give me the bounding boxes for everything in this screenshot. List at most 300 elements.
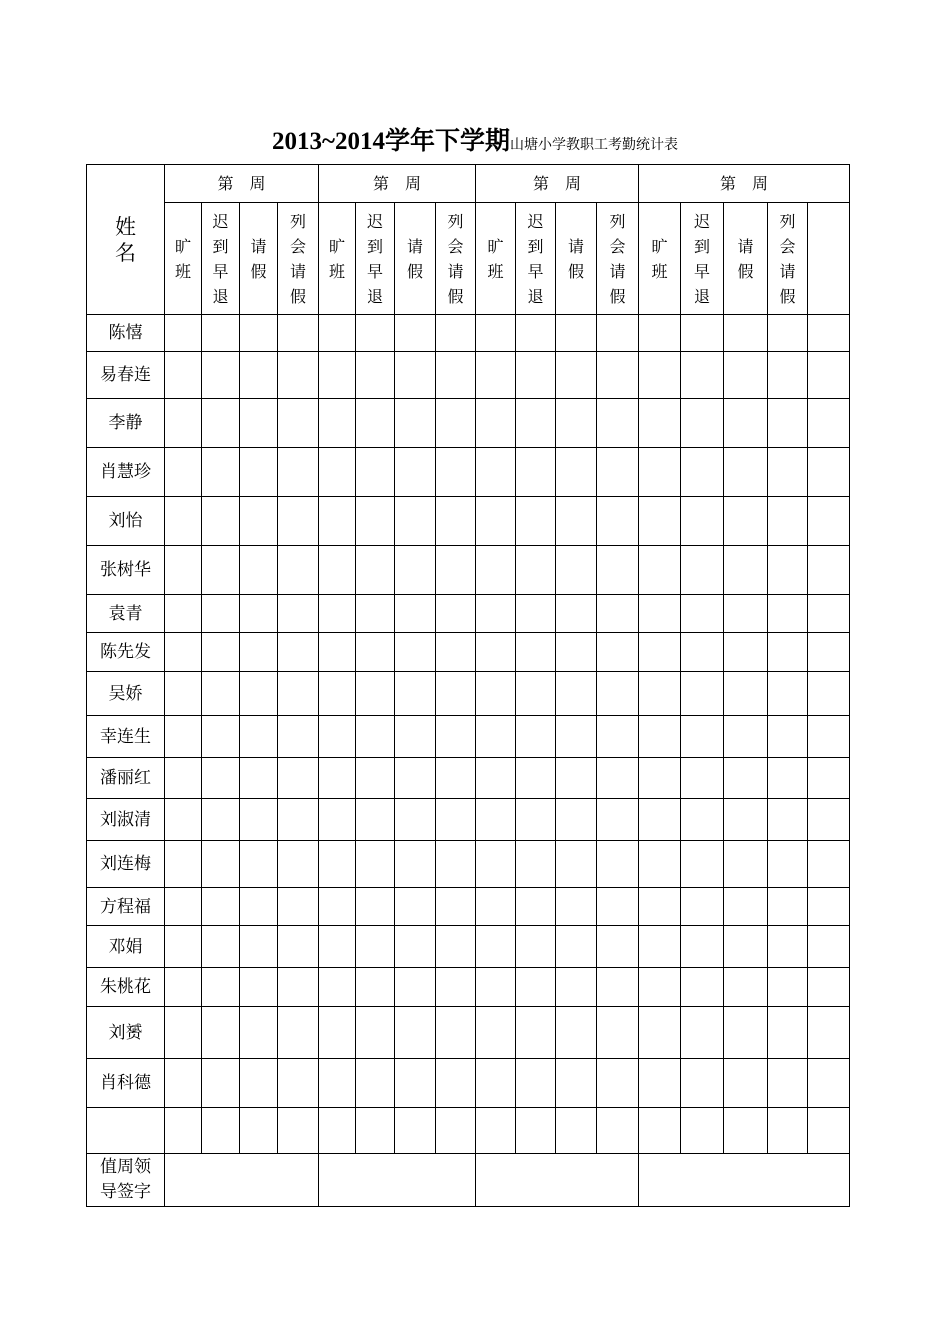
attendance-cell[interactable] [436, 633, 476, 672]
attendance-cell[interactable] [681, 926, 724, 968]
attendance-cell[interactable] [556, 633, 597, 672]
attendance-cell[interactable] [165, 546, 202, 595]
attendance-cell[interactable] [202, 595, 240, 633]
attendance-cell[interactable] [768, 716, 808, 758]
attendance-cell[interactable] [808, 672, 850, 716]
attendance-cell[interactable] [395, 315, 436, 352]
attendance-cell[interactable] [165, 352, 202, 399]
attendance-cell[interactable] [356, 888, 395, 926]
attendance-cell[interactable] [597, 595, 639, 633]
attendance-cell[interactable] [202, 968, 240, 1007]
attendance-cell[interactable] [556, 758, 597, 799]
attendance-cell[interactable] [165, 968, 202, 1007]
attendance-cell[interactable] [165, 399, 202, 448]
attendance-cell[interactable] [319, 968, 356, 1007]
attendance-cell[interactable] [395, 497, 436, 546]
signature-cell-week-1[interactable] [165, 1154, 319, 1207]
attendance-cell[interactable] [356, 841, 395, 888]
attendance-cell[interactable] [278, 799, 319, 841]
attendance-cell[interactable] [556, 315, 597, 352]
attendance-cell[interactable] [278, 968, 319, 1007]
attendance-cell[interactable] [768, 672, 808, 716]
attendance-cell[interactable] [476, 672, 516, 716]
attendance-cell[interactable] [319, 595, 356, 633]
attendance-cell[interactable] [516, 888, 556, 926]
attendance-cell[interactable] [240, 352, 278, 399]
attendance-cell[interactable] [556, 1108, 597, 1154]
attendance-cell[interactable] [395, 595, 436, 633]
attendance-cell[interactable] [165, 448, 202, 497]
attendance-cell[interactable] [768, 497, 808, 546]
attendance-cell[interactable] [808, 1007, 850, 1059]
attendance-cell[interactable] [202, 1108, 240, 1154]
attendance-cell[interactable] [240, 1108, 278, 1154]
attendance-cell[interactable] [476, 799, 516, 841]
attendance-cell[interactable] [278, 672, 319, 716]
attendance-cell[interactable] [165, 1007, 202, 1059]
attendance-cell[interactable] [356, 595, 395, 633]
attendance-cell[interactable] [202, 1007, 240, 1059]
attendance-cell[interactable] [165, 315, 202, 352]
attendance-cell[interactable] [476, 315, 516, 352]
attendance-cell[interactable] [395, 716, 436, 758]
attendance-cell[interactable] [724, 633, 768, 672]
attendance-cell[interactable] [240, 716, 278, 758]
attendance-cell[interactable] [768, 758, 808, 799]
attendance-cell[interactable] [165, 595, 202, 633]
attendance-cell[interactable] [356, 799, 395, 841]
attendance-cell[interactable] [436, 1059, 476, 1108]
attendance-cell[interactable] [436, 399, 476, 448]
attendance-cell[interactable] [436, 926, 476, 968]
attendance-cell[interactable] [356, 968, 395, 1007]
attendance-cell[interactable] [516, 758, 556, 799]
attendance-cell[interactable] [395, 926, 436, 968]
attendance-cell[interactable] [639, 633, 681, 672]
attendance-cell[interactable] [516, 926, 556, 968]
attendance-cell[interactable] [768, 1059, 808, 1108]
attendance-cell[interactable] [436, 841, 476, 888]
attendance-cell[interactable] [768, 968, 808, 1007]
attendance-cell[interactable] [808, 315, 850, 352]
attendance-cell[interactable] [597, 926, 639, 968]
attendance-cell[interactable] [556, 595, 597, 633]
attendance-cell[interactable] [278, 926, 319, 968]
attendance-cell[interactable] [768, 546, 808, 595]
attendance-cell[interactable] [681, 315, 724, 352]
attendance-cell[interactable] [681, 888, 724, 926]
attendance-cell[interactable] [597, 716, 639, 758]
attendance-cell[interactable] [476, 1059, 516, 1108]
attendance-cell[interactable] [768, 448, 808, 497]
attendance-cell[interactable] [436, 546, 476, 595]
attendance-cell[interactable] [768, 888, 808, 926]
attendance-cell[interactable] [639, 546, 681, 595]
attendance-cell[interactable] [395, 841, 436, 888]
attendance-cell[interactable] [165, 888, 202, 926]
attendance-cell[interactable] [202, 633, 240, 672]
attendance-cell[interactable] [768, 841, 808, 888]
attendance-cell[interactable] [395, 968, 436, 1007]
attendance-cell[interactable] [516, 1007, 556, 1059]
attendance-cell[interactable] [597, 633, 639, 672]
attendance-cell[interactable] [319, 546, 356, 595]
attendance-cell[interactable] [278, 448, 319, 497]
attendance-cell[interactable] [724, 888, 768, 926]
attendance-cell[interactable] [556, 352, 597, 399]
attendance-cell[interactable] [476, 1108, 516, 1154]
attendance-cell[interactable] [681, 1059, 724, 1108]
attendance-cell[interactable] [202, 841, 240, 888]
attendance-cell[interactable] [240, 546, 278, 595]
attendance-cell[interactable] [278, 399, 319, 448]
attendance-cell[interactable] [516, 1059, 556, 1108]
attendance-cell[interactable] [278, 315, 319, 352]
attendance-cell[interactable] [319, 1059, 356, 1108]
attendance-cell[interactable] [202, 1059, 240, 1108]
attendance-cell[interactable] [278, 352, 319, 399]
attendance-cell[interactable] [724, 497, 768, 546]
attendance-cell[interactable] [278, 497, 319, 546]
attendance-cell[interactable] [639, 497, 681, 546]
attendance-cell[interactable] [724, 399, 768, 448]
attendance-cell[interactable] [319, 352, 356, 399]
attendance-cell[interactable] [556, 799, 597, 841]
attendance-cell[interactable] [436, 758, 476, 799]
attendance-cell[interactable] [808, 546, 850, 595]
attendance-cell[interactable] [768, 399, 808, 448]
attendance-cell[interactable] [436, 968, 476, 1007]
attendance-cell[interactable] [356, 1059, 395, 1108]
attendance-cell[interactable] [639, 1059, 681, 1108]
attendance-cell[interactable] [240, 799, 278, 841]
attendance-cell[interactable] [319, 448, 356, 497]
attendance-cell[interactable] [476, 595, 516, 633]
attendance-cell[interactable] [436, 888, 476, 926]
attendance-cell[interactable] [476, 841, 516, 888]
attendance-cell[interactable] [681, 399, 724, 448]
attendance-cell[interactable] [319, 497, 356, 546]
attendance-cell[interactable] [278, 1059, 319, 1108]
attendance-cell[interactable] [278, 888, 319, 926]
attendance-cell[interactable] [356, 1108, 395, 1154]
attendance-cell[interactable] [395, 1059, 436, 1108]
attendance-cell[interactable] [516, 315, 556, 352]
attendance-cell[interactable] [724, 448, 768, 497]
attendance-cell[interactable] [395, 1108, 436, 1154]
attendance-cell[interactable] [516, 716, 556, 758]
attendance-cell[interactable] [202, 315, 240, 352]
attendance-cell[interactable] [395, 758, 436, 799]
attendance-cell[interactable] [476, 758, 516, 799]
attendance-cell[interactable] [240, 315, 278, 352]
attendance-cell[interactable] [597, 399, 639, 448]
attendance-cell[interactable] [395, 1007, 436, 1059]
attendance-cell[interactable] [165, 672, 202, 716]
attendance-cell[interactable] [436, 497, 476, 546]
attendance-cell[interactable] [476, 399, 516, 448]
attendance-cell[interactable] [356, 633, 395, 672]
attendance-cell[interactable] [356, 399, 395, 448]
attendance-cell[interactable] [681, 497, 724, 546]
attendance-cell[interactable] [436, 448, 476, 497]
attendance-cell[interactable] [724, 546, 768, 595]
attendance-cell[interactable] [639, 315, 681, 352]
attendance-cell[interactable] [639, 841, 681, 888]
attendance-cell[interactable] [681, 968, 724, 1007]
attendance-cell[interactable] [240, 888, 278, 926]
attendance-cell[interactable] [476, 352, 516, 399]
attendance-cell[interactable] [597, 841, 639, 888]
attendance-cell[interactable] [516, 497, 556, 546]
attendance-cell[interactable] [395, 633, 436, 672]
attendance-cell[interactable] [202, 352, 240, 399]
attendance-cell[interactable] [597, 1059, 639, 1108]
attendance-cell[interactable] [356, 497, 395, 546]
attendance-cell[interactable] [395, 799, 436, 841]
attendance-cell[interactable] [240, 497, 278, 546]
attendance-cell[interactable] [681, 1007, 724, 1059]
attendance-cell[interactable] [516, 595, 556, 633]
attendance-cell[interactable] [639, 352, 681, 399]
attendance-cell[interactable] [278, 633, 319, 672]
attendance-cell[interactable] [808, 595, 850, 633]
attendance-cell[interactable] [165, 633, 202, 672]
attendance-cell[interactable] [356, 448, 395, 497]
attendance-cell[interactable] [597, 968, 639, 1007]
attendance-cell[interactable] [436, 799, 476, 841]
attendance-cell[interactable] [476, 448, 516, 497]
attendance-cell[interactable] [597, 758, 639, 799]
attendance-cell[interactable] [516, 546, 556, 595]
attendance-cell[interactable] [395, 448, 436, 497]
attendance-cell[interactable] [556, 497, 597, 546]
attendance-cell[interactable] [681, 716, 724, 758]
attendance-cell[interactable] [597, 497, 639, 546]
attendance-cell[interactable] [681, 1108, 724, 1154]
attendance-cell[interactable] [681, 758, 724, 799]
attendance-cell[interactable] [724, 1007, 768, 1059]
attendance-cell[interactable] [278, 1007, 319, 1059]
attendance-cell[interactable] [395, 888, 436, 926]
attendance-cell[interactable] [724, 672, 768, 716]
attendance-cell[interactable] [808, 968, 850, 1007]
attendance-cell[interactable] [319, 315, 356, 352]
attendance-cell[interactable] [202, 926, 240, 968]
attendance-cell[interactable] [356, 315, 395, 352]
attendance-cell[interactable] [639, 595, 681, 633]
attendance-cell[interactable] [639, 799, 681, 841]
attendance-cell[interactable] [681, 633, 724, 672]
attendance-cell[interactable] [202, 546, 240, 595]
attendance-cell[interactable] [240, 758, 278, 799]
attendance-cell[interactable] [278, 1108, 319, 1154]
attendance-cell[interactable] [597, 546, 639, 595]
attendance-cell[interactable] [768, 595, 808, 633]
attendance-cell[interactable] [556, 448, 597, 497]
attendance-cell[interactable] [356, 546, 395, 595]
attendance-cell[interactable] [681, 672, 724, 716]
attendance-cell[interactable] [202, 448, 240, 497]
attendance-cell[interactable] [319, 1007, 356, 1059]
attendance-cell[interactable] [768, 352, 808, 399]
signature-cell-week-2[interactable] [319, 1154, 476, 1207]
attendance-cell[interactable] [436, 1007, 476, 1059]
attendance-cell[interactable] [240, 968, 278, 1007]
attendance-cell[interactable] [319, 758, 356, 799]
attendance-cell[interactable] [808, 448, 850, 497]
attendance-cell[interactable] [278, 546, 319, 595]
attendance-cell[interactable] [319, 799, 356, 841]
attendance-cell[interactable] [165, 497, 202, 546]
attendance-cell[interactable] [597, 352, 639, 399]
attendance-cell[interactable] [476, 497, 516, 546]
attendance-cell[interactable] [724, 968, 768, 1007]
attendance-cell[interactable] [165, 841, 202, 888]
attendance-cell[interactable] [724, 352, 768, 399]
attendance-cell[interactable] [724, 926, 768, 968]
attendance-cell[interactable] [240, 595, 278, 633]
attendance-cell[interactable] [319, 841, 356, 888]
attendance-cell[interactable] [556, 841, 597, 888]
attendance-cell[interactable] [724, 315, 768, 352]
attendance-cell[interactable] [597, 315, 639, 352]
attendance-cell[interactable] [240, 926, 278, 968]
signature-cell-week-3[interactable] [476, 1154, 639, 1207]
attendance-cell[interactable] [808, 1059, 850, 1108]
attendance-cell[interactable] [724, 799, 768, 841]
attendance-cell[interactable] [681, 546, 724, 595]
attendance-cell[interactable] [240, 1059, 278, 1108]
attendance-cell[interactable] [808, 926, 850, 968]
attendance-cell[interactable] [319, 633, 356, 672]
attendance-cell[interactable] [202, 672, 240, 716]
attendance-cell[interactable] [436, 352, 476, 399]
attendance-cell[interactable] [597, 1007, 639, 1059]
attendance-cell[interactable] [768, 799, 808, 841]
attendance-cell[interactable] [724, 841, 768, 888]
attendance-cell[interactable] [597, 672, 639, 716]
attendance-cell[interactable] [724, 1108, 768, 1154]
attendance-cell[interactable] [356, 758, 395, 799]
attendance-cell[interactable] [319, 888, 356, 926]
attendance-cell[interactable] [556, 546, 597, 595]
attendance-cell[interactable] [240, 841, 278, 888]
attendance-cell[interactable] [165, 716, 202, 758]
attendance-cell[interactable] [516, 1108, 556, 1154]
attendance-cell[interactable] [395, 546, 436, 595]
attendance-cell[interactable] [278, 716, 319, 758]
attendance-cell[interactable] [639, 758, 681, 799]
attendance-cell[interactable] [395, 399, 436, 448]
attendance-cell[interactable] [768, 926, 808, 968]
attendance-cell[interactable] [556, 1007, 597, 1059]
attendance-cell[interactable] [516, 841, 556, 888]
attendance-cell[interactable] [768, 633, 808, 672]
attendance-cell[interactable] [476, 968, 516, 1007]
attendance-cell[interactable] [597, 1108, 639, 1154]
attendance-cell[interactable] [516, 633, 556, 672]
attendance-cell[interactable] [202, 497, 240, 546]
attendance-cell[interactable] [395, 352, 436, 399]
attendance-cell[interactable] [319, 716, 356, 758]
attendance-cell[interactable] [597, 799, 639, 841]
attendance-cell[interactable] [681, 352, 724, 399]
attendance-cell[interactable] [165, 1059, 202, 1108]
attendance-cell[interactable] [681, 448, 724, 497]
attendance-cell[interactable] [597, 888, 639, 926]
attendance-cell[interactable] [436, 315, 476, 352]
attendance-cell[interactable] [516, 399, 556, 448]
attendance-cell[interactable] [319, 1108, 356, 1154]
attendance-cell[interactable] [356, 352, 395, 399]
attendance-cell[interactable] [556, 399, 597, 448]
attendance-cell[interactable] [476, 716, 516, 758]
attendance-cell[interactable] [639, 448, 681, 497]
signature-cell-week-4[interactable] [639, 1154, 850, 1207]
attendance-cell[interactable] [240, 633, 278, 672]
attendance-cell[interactable] [556, 1059, 597, 1108]
attendance-cell[interactable] [356, 716, 395, 758]
attendance-cell[interactable] [202, 399, 240, 448]
attendance-cell[interactable] [476, 926, 516, 968]
attendance-cell[interactable] [808, 633, 850, 672]
attendance-cell[interactable] [808, 716, 850, 758]
attendance-cell[interactable] [639, 888, 681, 926]
attendance-cell[interactable] [516, 799, 556, 841]
attendance-cell[interactable] [476, 1007, 516, 1059]
attendance-cell[interactable] [202, 888, 240, 926]
attendance-cell[interactable] [556, 968, 597, 1007]
attendance-cell[interactable] [808, 799, 850, 841]
attendance-cell[interactable] [556, 672, 597, 716]
attendance-cell[interactable] [202, 799, 240, 841]
attendance-cell[interactable] [278, 841, 319, 888]
attendance-cell[interactable] [808, 352, 850, 399]
attendance-cell[interactable] [436, 672, 476, 716]
attendance-cell[interactable] [808, 758, 850, 799]
attendance-cell[interactable] [808, 497, 850, 546]
attendance-cell[interactable] [639, 1007, 681, 1059]
attendance-cell[interactable] [476, 633, 516, 672]
attendance-cell[interactable] [436, 595, 476, 633]
attendance-cell[interactable] [639, 1108, 681, 1154]
attendance-cell[interactable] [639, 926, 681, 968]
attendance-cell[interactable] [639, 672, 681, 716]
attendance-cell[interactable] [202, 758, 240, 799]
attendance-cell[interactable] [516, 448, 556, 497]
attendance-cell[interactable] [681, 595, 724, 633]
attendance-cell[interactable] [808, 841, 850, 888]
attendance-cell[interactable] [681, 841, 724, 888]
attendance-cell[interactable] [165, 799, 202, 841]
attendance-cell[interactable] [597, 448, 639, 497]
attendance-cell[interactable] [681, 799, 724, 841]
attendance-cell[interactable] [808, 399, 850, 448]
attendance-cell[interactable] [356, 672, 395, 716]
attendance-cell[interactable] [724, 716, 768, 758]
attendance-cell[interactable] [240, 672, 278, 716]
attendance-cell[interactable] [516, 672, 556, 716]
attendance-cell[interactable] [639, 968, 681, 1007]
attendance-cell[interactable] [724, 595, 768, 633]
attendance-cell[interactable] [768, 1108, 808, 1154]
attendance-cell[interactable] [395, 672, 436, 716]
attendance-cell[interactable] [556, 716, 597, 758]
attendance-cell[interactable] [516, 968, 556, 1007]
attendance-cell[interactable] [240, 1007, 278, 1059]
attendance-cell[interactable] [808, 888, 850, 926]
